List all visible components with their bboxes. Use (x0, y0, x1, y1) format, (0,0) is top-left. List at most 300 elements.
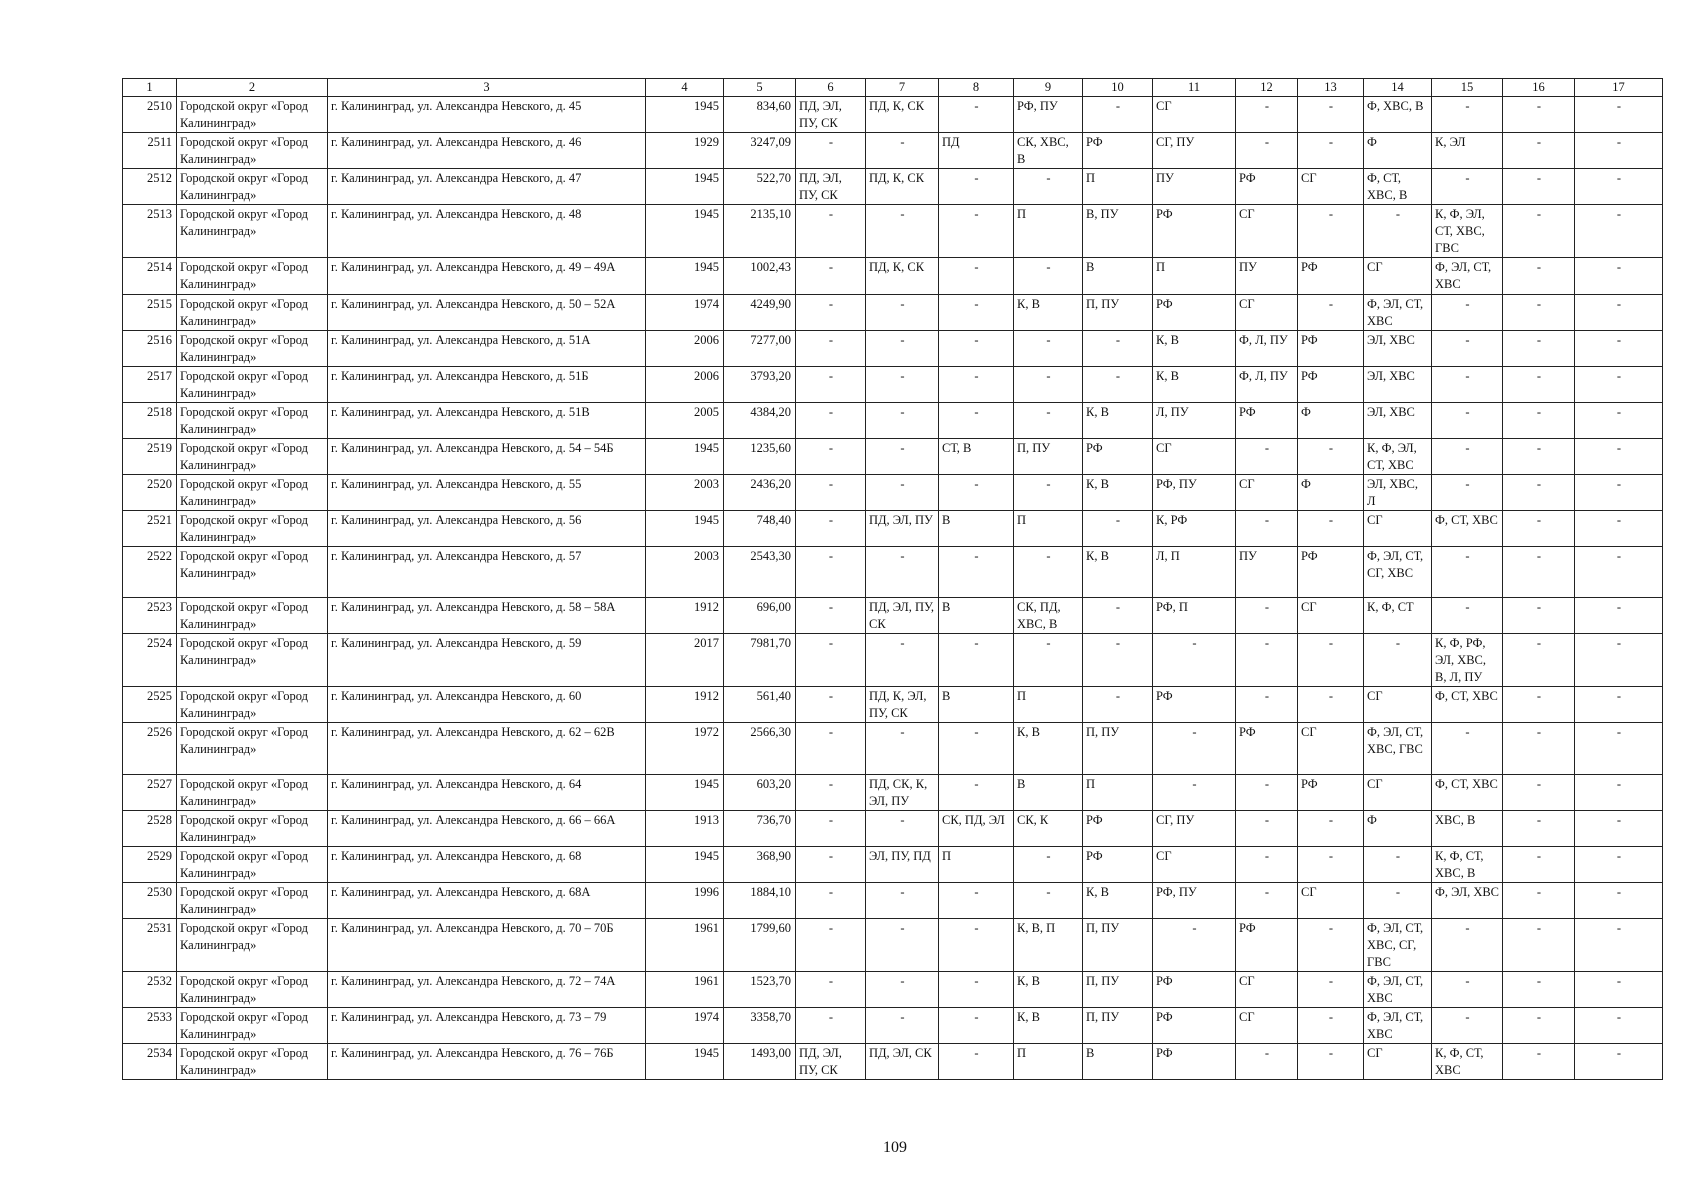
table-row (123, 367, 1663, 403)
table-row (123, 205, 1663, 258)
table-cell: г. Калининград, ул. Александра Невского, д. 68 (328, 847, 646, 883)
table-cell: 2543,30 (724, 547, 796, 598)
column-header: 13 (1298, 79, 1364, 97)
column-header: 7 (866, 79, 939, 97)
table-cell: 2529 (123, 847, 177, 883)
column-header: 16 (1503, 79, 1575, 97)
table-cell: Городской округ «Город Калининград» (177, 367, 328, 403)
table-cell: - (796, 598, 866, 634)
table-cell: г. Калининград, ул. Александра Невского, д. 58 – 58А (328, 598, 646, 634)
table-cell: ЭЛ, ХВС (1364, 367, 1432, 403)
table-row (123, 439, 1663, 475)
table-cell: - (939, 331, 1014, 367)
table-cell: ЭЛ, ХВС, Л (1364, 475, 1432, 511)
table-cell: - (1083, 331, 1153, 367)
table-cell: Городской округ «Город Калининград» (177, 403, 328, 439)
table-cell: - (1503, 598, 1575, 634)
table-cell: К, Ф, СТ (1364, 598, 1432, 634)
table-cell: - (939, 634, 1014, 687)
table-cell: - (939, 97, 1014, 133)
table-cell: 2528 (123, 811, 177, 847)
table-cell: - (1083, 634, 1153, 687)
table-cell: Ф, СТ, ХВС (1432, 687, 1503, 723)
table-cell: 1945 (646, 1044, 724, 1080)
table-cell: - (796, 367, 866, 403)
table-cell: 1945 (646, 775, 724, 811)
table-cell: - (1503, 133, 1575, 169)
table-cell: - (866, 403, 939, 439)
table-cell: - (939, 547, 1014, 598)
table-cell: ЭЛ, ПУ, ПД (866, 847, 939, 883)
table-cell: ПД, ЭЛ, ПУ (866, 511, 939, 547)
table-cell: СГ (1298, 723, 1364, 775)
table-cell: - (1236, 687, 1298, 723)
table-cell: Городской округ «Город Калининград» (177, 847, 328, 883)
table-cell: - (1014, 403, 1083, 439)
table-cell: Городской округ «Город Калининград» (177, 972, 328, 1008)
table-cell: РФ (1083, 439, 1153, 475)
table-cell: 1945 (646, 439, 724, 475)
table-cell: СК, К (1014, 811, 1083, 847)
table-cell: СГ (1298, 883, 1364, 919)
table-cell: г. Калининград, ул. Александра Невского, д. 56 (328, 511, 646, 547)
table-cell: - (1575, 511, 1663, 547)
table-cell: - (866, 133, 939, 169)
table-cell: Городской округ «Город Калининград» (177, 331, 328, 367)
table-cell: РФ (1236, 169, 1298, 205)
table-cell: - (796, 475, 866, 511)
table-cell: г. Калининград, ул. Александра Невского, д. 62 – 62В (328, 723, 646, 775)
table-cell: СГ (1236, 475, 1298, 511)
table-cell: - (1503, 972, 1575, 1008)
table-cell: 2531 (123, 919, 177, 972)
table-cell: - (1575, 475, 1663, 511)
table-cell: - (1575, 295, 1663, 331)
table-cell: 2005 (646, 403, 724, 439)
table-cell: 696,00 (724, 598, 796, 634)
table-cell: РФ, ПУ (1153, 475, 1236, 511)
table-row (123, 1044, 1663, 1080)
table-cell: ЭЛ, ХВС (1364, 331, 1432, 367)
table-cell: ПД, ЭЛ, ПУ, СК (796, 1044, 866, 1080)
table-cell: РФ (1298, 547, 1364, 598)
table-cell: - (866, 439, 939, 475)
table-cell: РФ (1236, 919, 1298, 972)
table-cell: К, В (1083, 883, 1153, 919)
table-cell: 2515 (123, 295, 177, 331)
table-cell: К, В (1014, 723, 1083, 775)
table-cell: - (939, 205, 1014, 258)
table-cell: СГ (1236, 972, 1298, 1008)
table-cell: - (1298, 1044, 1364, 1080)
table-cell: - (1298, 511, 1364, 547)
table-cell: К, Ф, РФ, ЭЛ, ХВС, В, Л, ПУ (1432, 634, 1503, 687)
table-cell: - (939, 295, 1014, 331)
table-cell: - (1236, 634, 1298, 687)
table-cell: - (1575, 847, 1663, 883)
table-cell: - (796, 883, 866, 919)
table-cell: 2520 (123, 475, 177, 511)
column-header: 1 (123, 79, 177, 97)
table-cell: - (1432, 475, 1503, 511)
table-cell: - (1575, 403, 1663, 439)
page-number: 109 (883, 1139, 907, 1156)
table-cell: г. Калининград, ул. Александра Невского, д. 46 (328, 133, 646, 169)
table-cell: 2017 (646, 634, 724, 687)
table-cell: 2511 (123, 133, 177, 169)
table-cell: Ф, Л, ПУ (1236, 367, 1298, 403)
table-row (123, 775, 1663, 811)
table-cell: 2522 (123, 547, 177, 598)
table-cell: - (1432, 439, 1503, 475)
table-cell: г. Калининград, ул. Александра Невского, д. 54 – 54Б (328, 439, 646, 475)
table-cell: 834,60 (724, 97, 796, 133)
table-cell: г. Калининград, ул. Александра Невского, д. 45 (328, 97, 646, 133)
table-cell: г. Калининград, ул. Александра Невского, д. 51В (328, 403, 646, 439)
table-cell: - (1236, 883, 1298, 919)
table-cell: - (1236, 97, 1298, 133)
table-cell: П, ПУ (1083, 972, 1153, 1008)
table-cell: 1961 (646, 919, 724, 972)
column-header: 2 (177, 79, 328, 97)
table-cell: - (796, 205, 866, 258)
table-row (123, 972, 1663, 1008)
table-cell: - (1503, 687, 1575, 723)
table-cell: - (1014, 258, 1083, 295)
table-cell: К, Ф, ЭЛ, СТ, ХВС, ГВС (1432, 205, 1503, 258)
table-cell: Городской округ «Город Калининград» (177, 258, 328, 295)
table-cell: Городской округ «Город Калининград» (177, 547, 328, 598)
table-cell: - (1014, 331, 1083, 367)
table-cell: г. Калининград, ул. Александра Невского, д. 60 (328, 687, 646, 723)
table-body (123, 79, 1663, 1080)
table-cell: 2530 (123, 883, 177, 919)
table-cell: П, ПУ (1014, 439, 1083, 475)
table-cell: СГ (1153, 97, 1236, 133)
table-cell: Ф, СТ, ХВС (1432, 775, 1503, 811)
table-cell: - (1236, 1044, 1298, 1080)
table-cell: - (1236, 133, 1298, 169)
table-cell: Ф (1364, 133, 1432, 169)
table-cell: Л, П (1153, 547, 1236, 598)
table-cell: - (1014, 475, 1083, 511)
table-cell: г. Калининград, ул. Александра Невского, д. 48 (328, 205, 646, 258)
table-cell: РФ, ПУ (1014, 97, 1083, 133)
table-cell: К, В (1014, 972, 1083, 1008)
table-cell: - (1503, 258, 1575, 295)
table-cell: ПУ (1153, 169, 1236, 205)
table-cell: Городской округ «Город Калининград» (177, 475, 328, 511)
table-cell: СГ (1236, 205, 1298, 258)
table-cell: - (1575, 723, 1663, 775)
table-cell: 368,90 (724, 847, 796, 883)
table-cell: - (1575, 598, 1663, 634)
table-cell: ПД, ЭЛ, ПУ, СК (796, 169, 866, 205)
table-cell: - (866, 295, 939, 331)
table-cell: 1235,60 (724, 439, 796, 475)
table-cell: 748,40 (724, 511, 796, 547)
column-header: 17 (1575, 79, 1663, 97)
table-cell: Ф, ХВС, В (1364, 97, 1432, 133)
table-cell: РФ (1153, 1044, 1236, 1080)
table-cell: ПД, ЭЛ, ПУ, СК (796, 97, 866, 133)
table-cell: - (1503, 883, 1575, 919)
table-cell: - (1432, 598, 1503, 634)
table-cell: г. Калининград, ул. Александра Невского, д. 51А (328, 331, 646, 367)
column-header: 14 (1364, 79, 1432, 97)
column-header: 4 (646, 79, 724, 97)
table-cell: В, ПУ (1083, 205, 1153, 258)
table-cell: - (796, 847, 866, 883)
table-cell: СГ (1364, 1044, 1432, 1080)
table-cell: 2532 (123, 972, 177, 1008)
table-cell: - (1432, 547, 1503, 598)
table-cell: г. Калининград, ул. Александра Невского, д. 70 – 70Б (328, 919, 646, 972)
table-cell: 2525 (123, 687, 177, 723)
table-cell: К, В (1153, 331, 1236, 367)
table-row (123, 97, 1663, 133)
column-header: 8 (939, 79, 1014, 97)
table-cell: 2003 (646, 547, 724, 598)
table-cell: 1799,60 (724, 919, 796, 972)
column-header: 6 (796, 79, 866, 97)
table-cell: - (1014, 883, 1083, 919)
table-cell: - (1575, 811, 1663, 847)
table-cell: - (1153, 775, 1236, 811)
table-cell: Ф (1364, 811, 1432, 847)
table-cell: 1945 (646, 205, 724, 258)
table-cell: СГ (1236, 1008, 1298, 1044)
table-cell: - (796, 775, 866, 811)
table-cell: - (796, 295, 866, 331)
table-cell: РФ (1236, 403, 1298, 439)
table-cell: - (939, 1044, 1014, 1080)
table-cell: - (1083, 687, 1153, 723)
table-cell: - (1432, 295, 1503, 331)
table-cell: - (866, 367, 939, 403)
table-cell: Ф, ЭЛ, СТ, ХВС, СГ, ГВС (1364, 919, 1432, 972)
column-header: 15 (1432, 79, 1503, 97)
table-cell: - (1153, 634, 1236, 687)
table-cell: - (1298, 97, 1364, 133)
table-cell: РФ (1153, 295, 1236, 331)
table-cell: Городской округ «Город Калининград» (177, 723, 328, 775)
table-cell: СГ (1364, 258, 1432, 295)
table-cell: - (866, 547, 939, 598)
table-cell: - (1014, 169, 1083, 205)
table-cell: П, ПУ (1083, 1008, 1153, 1044)
table-cell: 736,70 (724, 811, 796, 847)
table-cell: - (796, 439, 866, 475)
table-cell: - (1503, 634, 1575, 687)
table-cell: Ф, СТ, ХВС (1432, 511, 1503, 547)
table-cell: 2516 (123, 331, 177, 367)
table-cell: 1929 (646, 133, 724, 169)
table-cell: г. Калининград, ул. Александра Невского, д. 68А (328, 883, 646, 919)
table-cell: - (866, 972, 939, 1008)
table-cell: - (866, 634, 939, 687)
table-cell: - (1014, 634, 1083, 687)
table-cell: - (796, 634, 866, 687)
table-cell: П (1014, 205, 1083, 258)
table-cell: П (1153, 258, 1236, 295)
table-cell: 1961 (646, 972, 724, 1008)
table-cell: ПД (939, 133, 1014, 169)
table-cell: РФ (1083, 811, 1153, 847)
table-cell: - (866, 811, 939, 847)
table-cell: - (939, 883, 1014, 919)
table-cell: - (1432, 919, 1503, 972)
table-cell: - (1503, 919, 1575, 972)
table-cell: 1945 (646, 258, 724, 295)
table-cell: - (1014, 847, 1083, 883)
table-cell: - (1236, 811, 1298, 847)
table-cell: г. Калининград, ул. Александра Невского, д. 66 – 66А (328, 811, 646, 847)
table-cell: - (1083, 367, 1153, 403)
table-cell: СГ (1298, 598, 1364, 634)
table-cell: г. Калининград, ул. Александра Невского, д. 57 (328, 547, 646, 598)
table-cell: СГ, ПУ (1153, 811, 1236, 847)
table-cell: 2566,30 (724, 723, 796, 775)
table-cell: - (866, 205, 939, 258)
table-cell: СГ, ПУ (1153, 133, 1236, 169)
table-cell: К, В (1083, 403, 1153, 439)
table-cell: К, В, П (1014, 919, 1083, 972)
table-cell: - (866, 723, 939, 775)
table-cell: Ф (1298, 475, 1364, 511)
table-cell: ПД, ЭЛ, СК (866, 1044, 939, 1080)
table-cell: Городской округ «Город Калининград» (177, 1044, 328, 1080)
table-cell: ЭЛ, ХВС (1364, 403, 1432, 439)
table-cell: 522,70 (724, 169, 796, 205)
table-cell: - (1503, 775, 1575, 811)
table-cell: 7277,00 (724, 331, 796, 367)
table-cell: 1912 (646, 598, 724, 634)
table-cell: г. Калининград, ул. Александра Невского, д. 76 – 76Б (328, 1044, 646, 1080)
table-cell: - (796, 972, 866, 1008)
table-cell: РФ (1153, 1008, 1236, 1044)
table-cell: - (796, 723, 866, 775)
table-cell: РФ (1236, 723, 1298, 775)
table-cell: - (939, 1008, 1014, 1044)
table-cell: В (939, 598, 1014, 634)
column-header: 9 (1014, 79, 1083, 97)
register-table (122, 78, 1663, 1080)
table-cell: 603,20 (724, 775, 796, 811)
table-cell: - (1503, 547, 1575, 598)
table-cell: - (1575, 367, 1663, 403)
table-row (123, 258, 1663, 295)
table-cell: - (1575, 133, 1663, 169)
column-header: 12 (1236, 79, 1298, 97)
table-cell: К, В (1083, 547, 1153, 598)
table-cell: К, Ф, СТ, ХВС (1432, 1044, 1503, 1080)
table-row (123, 403, 1663, 439)
table-cell: - (1298, 133, 1364, 169)
table-cell: - (1503, 439, 1575, 475)
table-cell: - (1575, 1044, 1663, 1080)
table-cell: К, ЭЛ (1432, 133, 1503, 169)
table-cell: ПД, ЭЛ, ПУ, СК (866, 598, 939, 634)
table-cell: ХВС, В (1432, 811, 1503, 847)
table-cell: 2513 (123, 205, 177, 258)
table-cell: РФ (1083, 133, 1153, 169)
table-cell: - (1503, 1044, 1575, 1080)
table-cell: - (1575, 97, 1663, 133)
table-cell: П (1083, 169, 1153, 205)
table-cell: - (1503, 97, 1575, 133)
table-cell: г. Калининград, ул. Александра Невского, д. 51Б (328, 367, 646, 403)
table-cell: 2510 (123, 97, 177, 133)
table-cell: - (1432, 972, 1503, 1008)
table-cell: - (1014, 367, 1083, 403)
table-cell: - (1503, 169, 1575, 205)
table-cell: РФ (1298, 775, 1364, 811)
table-row (123, 547, 1663, 598)
table-cell: - (1503, 295, 1575, 331)
table-cell: - (1432, 169, 1503, 205)
table-cell: ПД, К, СК (866, 169, 939, 205)
table-cell: - (866, 1008, 939, 1044)
table-cell: - (1364, 883, 1432, 919)
table-cell: 1945 (646, 847, 724, 883)
table-cell: г. Калининград, ул. Александра Невского, д. 55 (328, 475, 646, 511)
table-cell: П (939, 847, 1014, 883)
table-cell: - (1153, 919, 1236, 972)
table-cell: - (1153, 723, 1236, 775)
table-cell: П (1014, 1044, 1083, 1080)
table-cell: - (796, 258, 866, 295)
table-cell: Городской округ «Город Калининград» (177, 634, 328, 687)
table-cell: 2534 (123, 1044, 177, 1080)
table-cell: 1523,70 (724, 972, 796, 1008)
table-cell: - (1575, 169, 1663, 205)
table-cell: РФ (1153, 972, 1236, 1008)
table-cell: Ф, ЭЛ, СТ, ХВС (1364, 1008, 1432, 1044)
table-cell: - (1575, 331, 1663, 367)
table-cell: - (1503, 811, 1575, 847)
table-cell: - (796, 1008, 866, 1044)
table-cell: Городской округ «Город Калининград» (177, 919, 328, 972)
table-cell: 2135,10 (724, 205, 796, 258)
table-cell: - (1432, 367, 1503, 403)
table-cell: - (796, 547, 866, 598)
table-cell: - (866, 475, 939, 511)
table-cell: 2519 (123, 439, 177, 475)
table-cell: - (1575, 205, 1663, 258)
table-cell: г. Калининград, ул. Александра Невского, д. 50 – 52А (328, 295, 646, 331)
table-cell: Городской округ «Город Калининград» (177, 205, 328, 258)
table-cell: 3793,20 (724, 367, 796, 403)
table-row (123, 919, 1663, 972)
table-cell: РФ, П (1153, 598, 1236, 634)
table-cell: - (796, 511, 866, 547)
table-cell: 2524 (123, 634, 177, 687)
table-cell: Городской округ «Город Калининград» (177, 775, 328, 811)
table-cell: 2523 (123, 598, 177, 634)
table-cell: Городской округ «Город Калининград» (177, 511, 328, 547)
table-cell: - (1503, 403, 1575, 439)
table-row (123, 598, 1663, 634)
table-cell: г. Калининград, ул. Александра Невского, д. 64 (328, 775, 646, 811)
table-cell: РФ (1298, 331, 1364, 367)
table-cell: - (1575, 919, 1663, 972)
table-cell: - (1503, 367, 1575, 403)
table-cell: РФ (1153, 205, 1236, 258)
table-cell: 561,40 (724, 687, 796, 723)
table-cell: Городской округ «Город Калининград» (177, 439, 328, 475)
table-cell: - (1298, 972, 1364, 1008)
